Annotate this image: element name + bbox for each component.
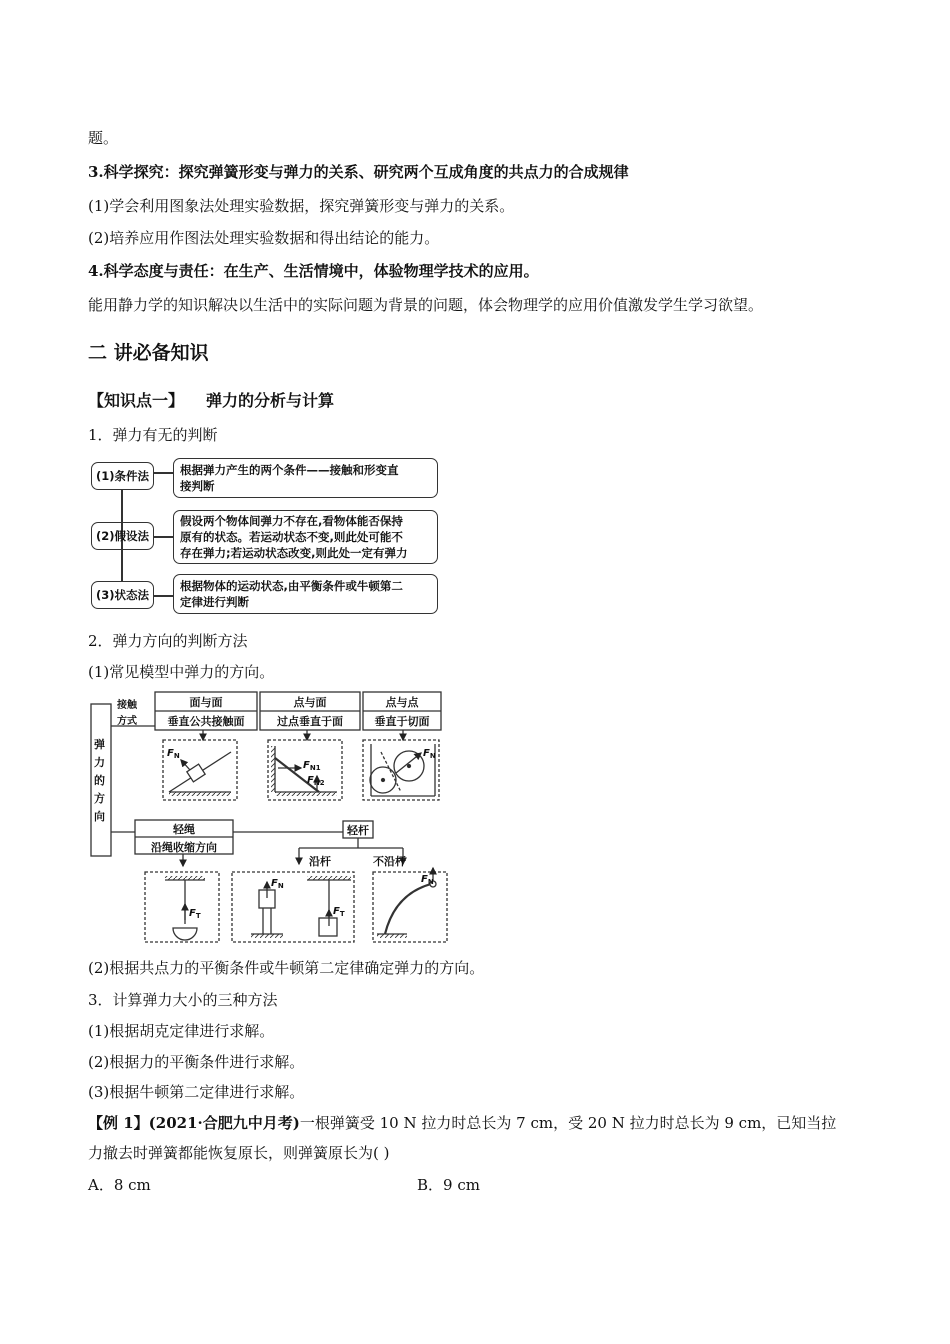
normal-force-arrow (181, 760, 190, 770)
intro-line: (1)学会利用图象法处理实验数据，探究弹簧形变与弹力的关系。 (88, 197, 515, 215)
example-source: (2021·合肥九中月考) (148, 1114, 300, 1132)
example-tag: 【例 1】 (88, 1114, 149, 1132)
force-label: $F_N$ (423, 748, 436, 760)
col3-bottom: 垂直于切面 (374, 715, 430, 728)
col1-bottom: 垂直公共接触面 (167, 715, 245, 728)
intro-heading-science-inquiry: 3.科学探究：探究弹簧形变与弹力的关系、研究两个互成角度的共点力的合成规律 (88, 163, 629, 181)
force-label: $F_{N1}$ (303, 760, 321, 772)
option-b: B．9 cm (417, 1176, 480, 1194)
item-1-heading: 1．弹力有无的判断 (88, 426, 218, 444)
section-title: 二 讲必备知识 (88, 342, 209, 364)
method-label-condition: (1)条件法 (91, 462, 154, 490)
intro-line: (2)培养应用作图法处理实验数据和得出结论的能力。 (88, 229, 440, 247)
item-3-sub-2: (2)根据力的平衡条件进行求解。 (88, 1053, 305, 1071)
lamp-icon (173, 928, 197, 940)
flowchart-connector (153, 536, 173, 538)
col3-top: 点与点 (385, 696, 419, 709)
side-label-char: 力 (94, 756, 105, 769)
example-1-line-1 (88, 1113, 836, 1133)
option-a: A．8 cm (88, 1176, 151, 1194)
item-2-heading: 2．弹力方向的判断方法 (88, 632, 248, 650)
knowledge-point-tag: 【知识点一】 (88, 391, 185, 410)
item-3-sub-3: (3)根据牛顿第二定律进行求解。 (88, 1083, 305, 1101)
flowchart-connector (153, 595, 173, 597)
method-text-condition: 根据弹力产生的两个条件——接触和形变直 接判断 (173, 458, 438, 498)
item-3-sub-1: (1)根据胡克定律进行求解。 (88, 1022, 275, 1040)
elastic-force-direction-diagram (85, 688, 455, 948)
rope-top: 轻绳 (173, 823, 195, 836)
knowledge-point-title: 弹力的分析与计算 (206, 391, 335, 410)
intro-heading-attitude: 4.科学态度与责任：在生产、生活情境中，体验物理学技术的应用。 (88, 262, 539, 280)
side-label-char: 的 (94, 774, 105, 787)
along-rod-label: 沿杆 (309, 855, 331, 868)
col2-top: 点与面 (293, 696, 327, 709)
contact-label: 接触 (117, 700, 137, 711)
item-2-sub-1: (1)常见模型中弹力的方向。 (88, 663, 275, 681)
method-label-state: (3)状态法 (91, 581, 154, 609)
intro-line: 题。 (88, 129, 119, 147)
example-1-line-2: 力撤去时弹簧都能恢复原长，则弹簧原长为( ) (88, 1144, 390, 1162)
force-label: $F_{N2}$ (307, 775, 325, 787)
item-3-heading: 3．计算弹力大小的三种方法 (88, 991, 278, 1009)
force-label: $F_T$ (189, 908, 201, 920)
force-label: $F_N$ (421, 874, 434, 886)
col1-top: 面与面 (189, 696, 223, 709)
intro-line: 能用静力学的知识解决以生活中的实际问题为背景的问题，体会物理学的应用价值激发学生学习欲望。 (88, 296, 764, 314)
contact-label: 方式 (117, 716, 137, 727)
curved-rod-icon (385, 884, 431, 934)
force-label: $F_N$ (167, 748, 180, 760)
flowchart-connector (153, 472, 173, 474)
side-label-char: 方 (94, 792, 105, 805)
side-label-char: 向 (94, 810, 105, 823)
side-label-char: 弹 (94, 738, 105, 751)
col2-bottom: 过点垂直于面 (277, 715, 343, 728)
force-label: $F_N$ (271, 878, 284, 890)
knowledge-point-heading (88, 391, 334, 411)
item-2-sub-2: (2)根据共点力的平衡条件或牛顿第二定律确定弹力的方向。 (88, 959, 485, 977)
method-text-assumption: 假设两个物体间弹力不存在,看物体能否保持 原有的状态。若运动状态不变,则此处可能不 存在弹力;若运动状态改变,则此处一定有弹力 (173, 510, 438, 564)
force-label: $F_T$ (333, 906, 345, 918)
method-text-state: 根据物体的运动状态,由平衡条件或牛顿第二 定律进行判断 (173, 574, 438, 614)
rod-label: 轻杆 (347, 824, 369, 837)
example-text: 一根弹簧受 10 N 拉力时总长为 7 cm，受 20 N 拉力时总长为 9 cm，已知当拉 (299, 1114, 837, 1132)
rope-bottom: 沿绳收缩方向 (151, 841, 217, 854)
method-label-assumption: (2)假设法 (91, 522, 154, 550)
not-along-rod-label: 不沿杆 (373, 855, 406, 868)
